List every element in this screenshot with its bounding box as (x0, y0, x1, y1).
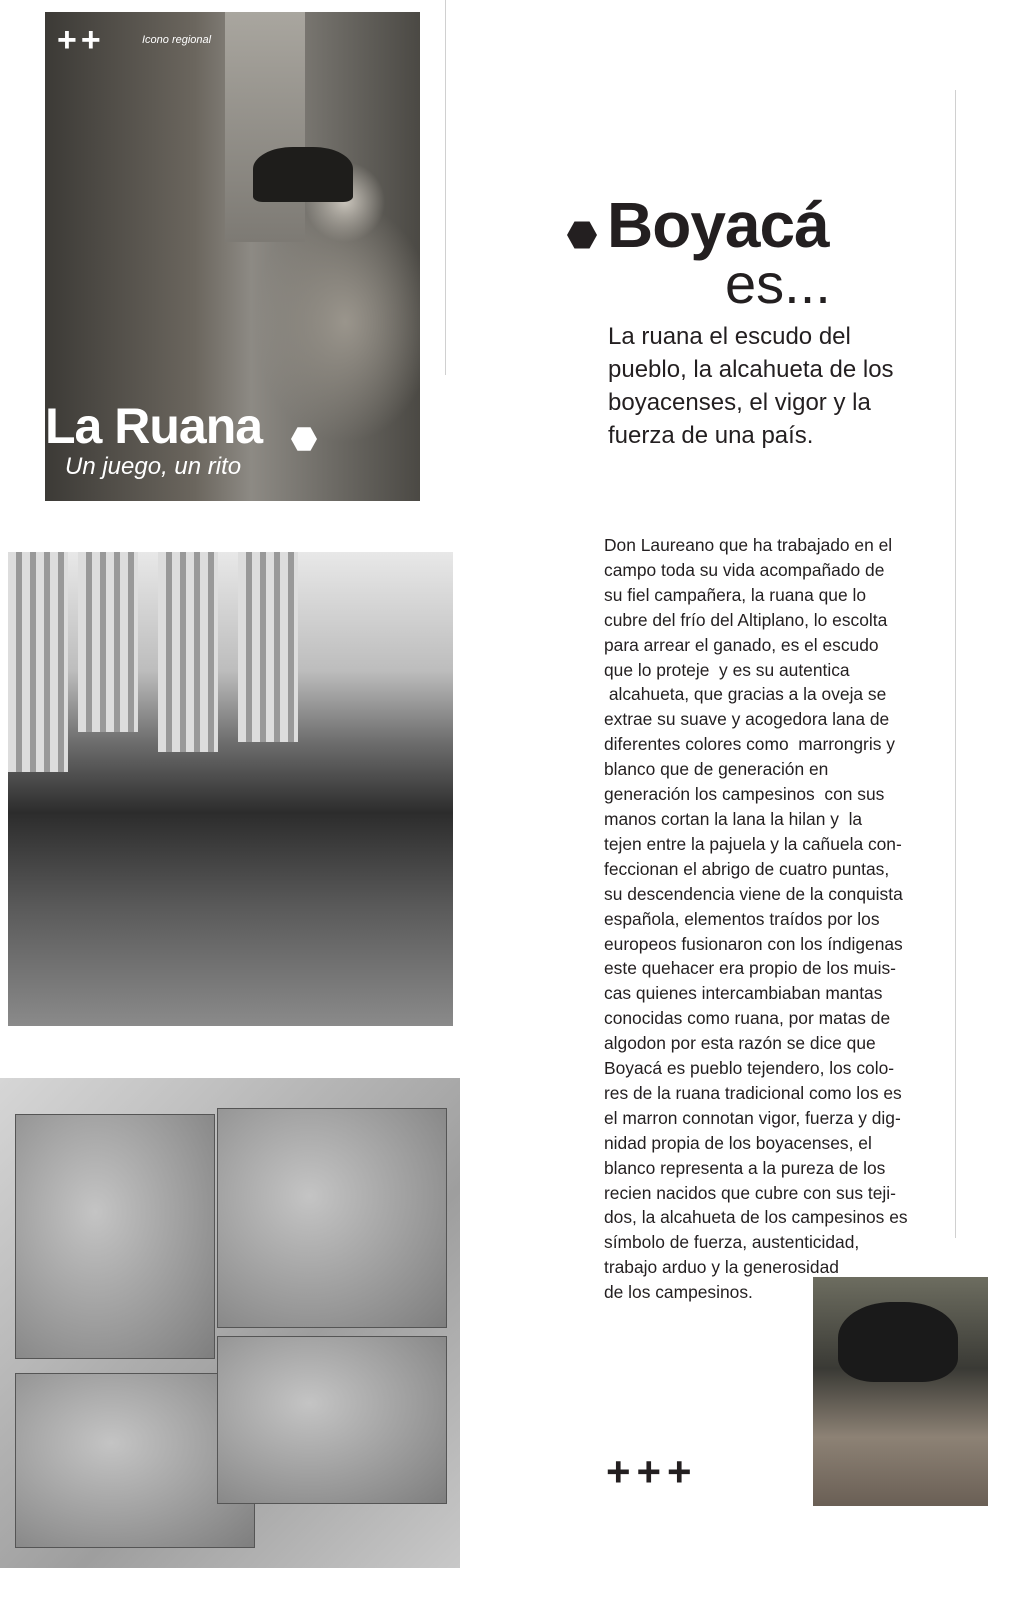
texture-tile (217, 1336, 447, 1504)
body-line: manos cortan la lana la hilan y la (604, 808, 863, 829)
body-line: Boyacá es pueblo tejendero, los colo- (604, 1058, 895, 1079)
body-line: diferentes colores como marrongris y (604, 734, 895, 755)
body-line: para arrear el ganado, es el escudo (604, 634, 879, 655)
hat (253, 147, 353, 202)
body-line: trabajo arduo y la generosidad (604, 1257, 839, 1278)
divider-line (445, 0, 446, 375)
body-line: su fiel campañera, la ruana que lo (604, 584, 866, 605)
divider-line (955, 90, 956, 1238)
body-line: el marron connotan vigor, fuerza y dig- (604, 1107, 901, 1128)
hexagon-icon (567, 220, 597, 250)
body-line: dos, la alcahueta de los campesinos es (604, 1207, 908, 1228)
wool-texture-collage (0, 1078, 460, 1568)
body-line: res de la ruana tradicional como los es (604, 1082, 902, 1103)
body-line: su descendencia viene de la conquista (604, 883, 903, 904)
stone-wall (225, 12, 305, 242)
body-text (604, 533, 934, 1305)
body-line: algodon por esta razón se dice que (604, 1033, 876, 1054)
body-line: feccionan el abrigo de cuatro puntas, (604, 858, 890, 879)
cover-subtitle: Un juego, un rito (65, 453, 242, 480)
body-line: española, elementos traídos por los (604, 908, 880, 929)
body-line: de los campesinos. (604, 1282, 753, 1303)
body-line: Don Laureano que ha trabajado en el (604, 535, 893, 555)
heading-title: Boyacá (607, 189, 829, 261)
market-photo (8, 552, 453, 1026)
body-line: generación los campesinos con sus (604, 784, 885, 805)
man-with-hat-photo (813, 1277, 988, 1506)
body-line: cas quienes intercambiaban mantas (604, 983, 883, 1004)
cover-photo-old-man (45, 12, 420, 501)
body-line: conocidas como ruana, por matas de (604, 1008, 891, 1029)
body-line: europeos fusionaron con los índigenas (604, 933, 903, 954)
section-tag: Icono regional (142, 34, 212, 46)
body-line: tejen entre la pajuela y la cañuela con- (604, 833, 902, 854)
body-line: extrae su suave y acogedora lana de (604, 709, 890, 730)
plus-mark: +++ (606, 1448, 698, 1495)
body-line: blanco que de generación en (604, 759, 829, 780)
body-line: recien nacidos que cubre con sus teji- (604, 1182, 896, 1203)
body-line: campo toda su vida acompañado de (604, 559, 885, 580)
body-line: este quehacer era propio de los muis- (604, 958, 896, 979)
body-line: cubre del frío del Altiplano, lo escolta (604, 609, 888, 630)
cover-title: La Ruana (45, 398, 263, 454)
body-line: que lo proteje y es su autentica (604, 659, 850, 680)
body-line: símbolo de fuerza, austenticidad, (604, 1232, 860, 1253)
heading-title-continuation: es... (725, 252, 831, 315)
body-line: alcahueta, que gracias a la oveja se (604, 684, 887, 705)
lead-paragraph: La ruana el escudo del pueblo, la alcahueta de los boyacenses, el vigor y la fuerza de una país. (608, 323, 894, 449)
texture-tile (15, 1114, 215, 1359)
plus-mark: ++ (57, 21, 105, 59)
body-line: blanco representa a la pureza de los (604, 1157, 886, 1178)
hexagon-icon (291, 426, 317, 452)
texture-tile (217, 1108, 447, 1328)
body-line: nidad propia de los boyacenses, el (604, 1132, 872, 1153)
